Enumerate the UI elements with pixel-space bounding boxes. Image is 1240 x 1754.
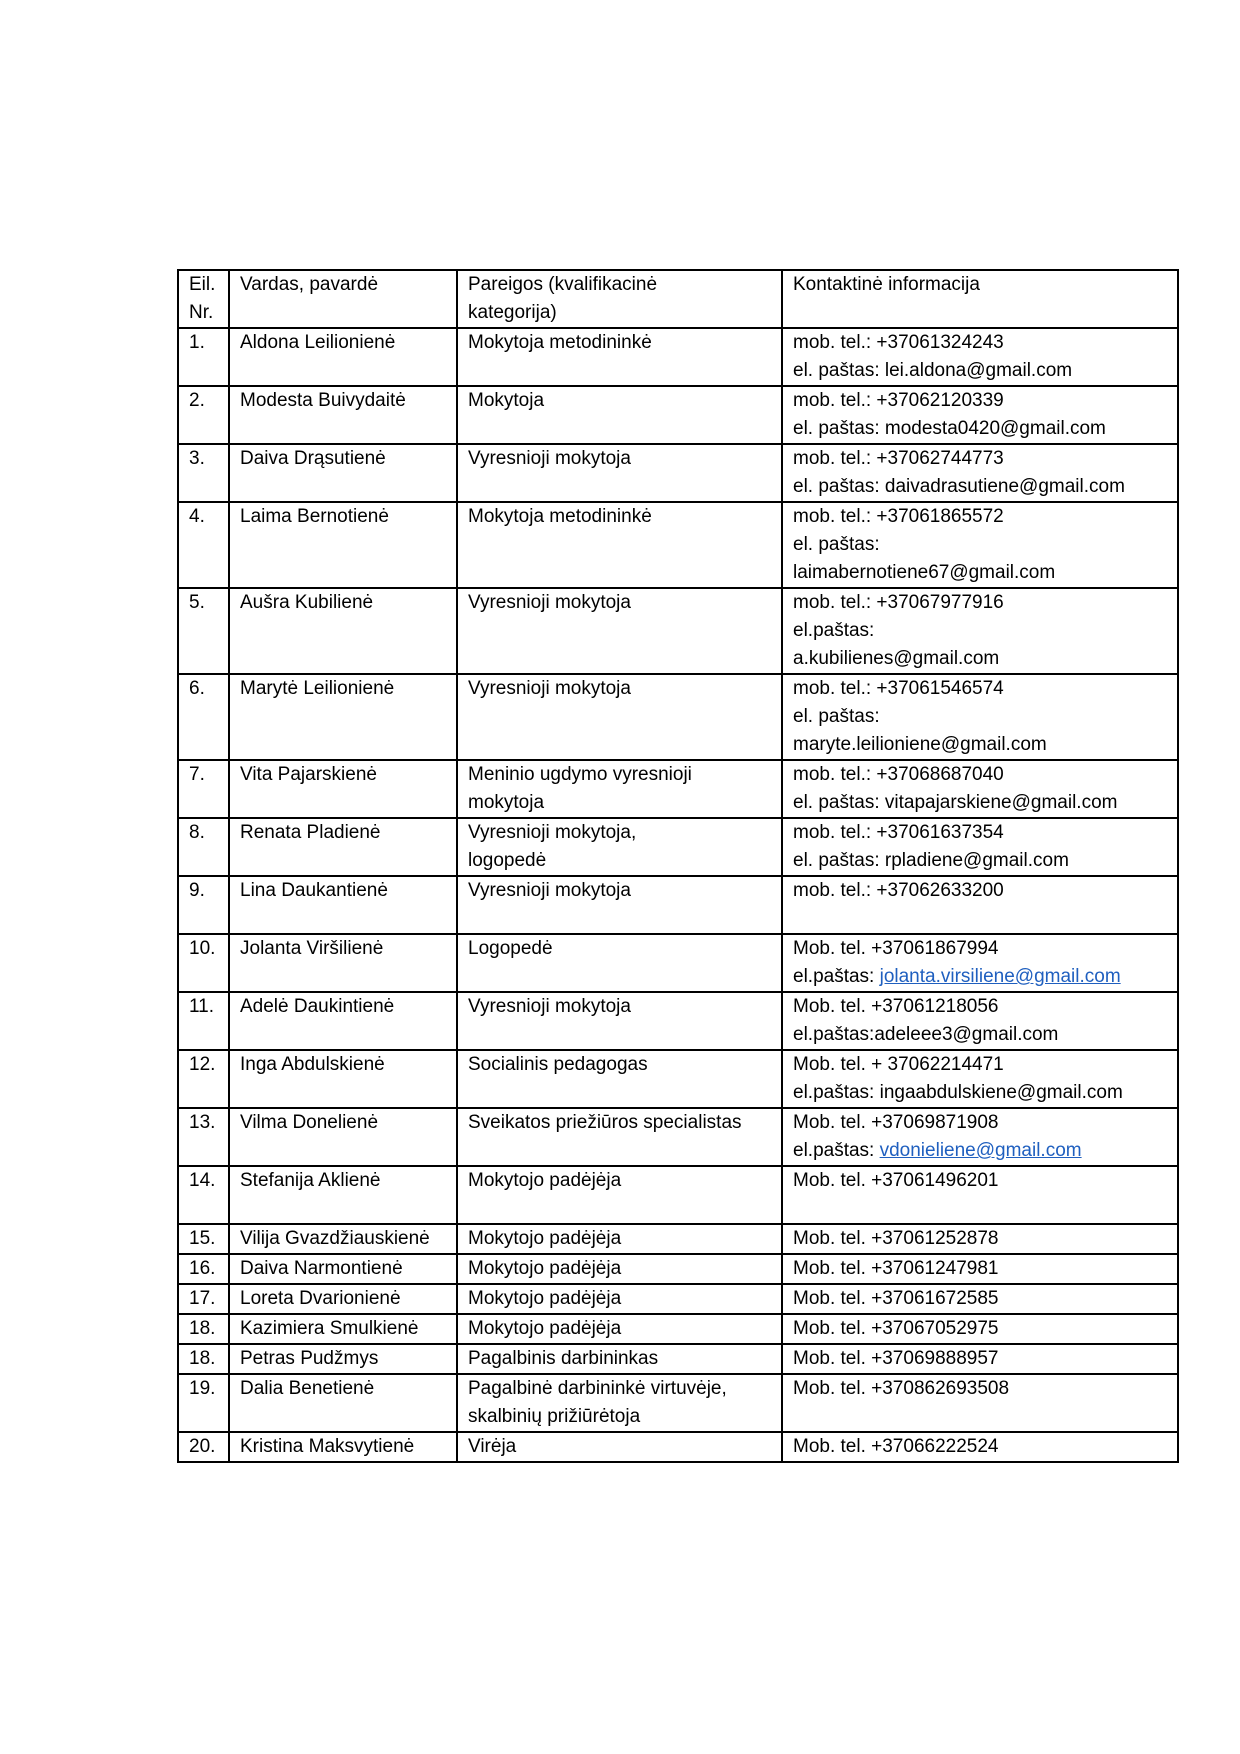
header-contact <box>782 270 1178 328</box>
empty-line <box>240 645 446 673</box>
contact-line: Mob. tel. +37067052975 <box>793 1318 999 1339</box>
empty-line <box>240 1403 446 1431</box>
person-name: Vita Pajarskienė <box>240 764 377 785</box>
cell-contact <box>782 1314 1178 1344</box>
staff-contacts-table <box>177 269 1179 1463</box>
empty-line <box>240 847 446 875</box>
row-number: 9. <box>189 880 205 901</box>
row-number: 18. <box>189 1348 216 1369</box>
cell-contact <box>782 760 1178 818</box>
email-line <box>793 963 1167 991</box>
row-number: 15. <box>189 1228 216 1249</box>
row-number: 6. <box>189 678 205 699</box>
empty-line <box>793 905 1167 933</box>
role-line: Vyresnioji mokytoja <box>468 996 631 1017</box>
person-name: Vilija Gvazdžiauskienė <box>240 1228 430 1249</box>
table-row <box>178 934 1178 992</box>
header-number-line2: Nr. <box>189 302 214 323</box>
row-number: 4. <box>189 506 205 527</box>
row-number: 13. <box>189 1112 216 1133</box>
email-prefix: el.paštas: <box>793 1140 880 1161</box>
person-name: Kristina Maksvytienė <box>240 1436 415 1457</box>
role-line: Vyresnioji mokytoja <box>468 678 631 699</box>
header-number-line1: Eil. <box>189 274 216 295</box>
cell-contact <box>782 1284 1178 1314</box>
contact-line: Mob. tel. +37061867994 <box>793 938 999 959</box>
empty-line <box>468 1079 771 1107</box>
role-line: Mokytoja metodininkė <box>468 506 652 527</box>
empty-line <box>468 645 771 673</box>
row-number: 16. <box>189 1258 216 1279</box>
cell-name <box>229 1254 457 1284</box>
role-line: Pagalbinė darbininkė virtuvėje, <box>468 1378 727 1399</box>
row-number: 1. <box>189 332 205 353</box>
cell-role <box>457 1166 782 1224</box>
person-name: Laima Bernotienė <box>240 506 389 527</box>
cell-contact <box>782 588 1178 674</box>
contact-line: mob. tel.: +37067977916 <box>793 592 1004 613</box>
table-row <box>178 876 1178 934</box>
empty-line <box>189 789 218 817</box>
empty-line <box>189 473 218 501</box>
row-number: 5. <box>189 592 205 613</box>
row-number: 8. <box>189 822 205 843</box>
cell-role <box>457 876 782 934</box>
header-role <box>457 270 782 328</box>
row-number: 14. <box>189 1170 216 1191</box>
empty-line <box>189 1403 218 1431</box>
cell-role <box>457 992 782 1050</box>
contact-line: Mob. tel. +37061218056 <box>793 996 999 1017</box>
cell-contact <box>782 934 1178 992</box>
cell-role <box>457 818 782 876</box>
cell-role <box>457 588 782 674</box>
header-number <box>178 270 229 328</box>
role-line: Mokytojo padėjėja <box>468 1318 622 1339</box>
cell-contact <box>782 444 1178 502</box>
empty-line <box>189 1021 218 1049</box>
header-contact-text: Kontaktinė informacija <box>793 274 980 295</box>
empty-line <box>240 1137 446 1165</box>
role-line: logopedė <box>468 850 547 871</box>
cell-contact <box>782 1166 1178 1224</box>
cell-role <box>457 1108 782 1166</box>
cell-role <box>457 1050 782 1108</box>
cell-number <box>178 1284 229 1314</box>
cell-number <box>178 386 229 444</box>
contact-line: el. paštas: lei.aldona@gmail.com <box>793 360 1073 381</box>
table-row <box>178 502 1178 588</box>
contact-line: mob. tel.: +37061637354 <box>793 822 1004 843</box>
person-name: Dalia Benetienė <box>240 1378 375 1399</box>
empty-line <box>240 357 446 385</box>
table-row <box>178 1284 1178 1314</box>
cell-role <box>457 1284 782 1314</box>
contact-line: el. paštas: vitapajarskiene@gmail.com <box>793 792 1118 813</box>
table-row <box>178 1166 1178 1224</box>
cell-role <box>457 934 782 992</box>
cell-contact <box>782 1050 1178 1108</box>
email-link[interactable]: vdonieliene@gmail.com <box>879 1140 1082 1161</box>
empty-line <box>240 905 446 933</box>
row-number: 19. <box>189 1378 216 1399</box>
cell-name <box>229 444 457 502</box>
empty-line <box>793 1403 1167 1431</box>
empty-line <box>240 531 446 559</box>
empty-line <box>189 1195 218 1223</box>
cell-number <box>178 1224 229 1254</box>
contact-line: mob. tel.: +37062744773 <box>793 448 1004 469</box>
cell-role <box>457 1314 782 1344</box>
empty-line <box>189 1079 218 1107</box>
cell-number <box>178 444 229 502</box>
cell-contact <box>782 992 1178 1050</box>
table-row <box>178 760 1178 818</box>
cell-role <box>457 1432 782 1462</box>
role-line: Pagalbinis darbininkas <box>468 1348 659 1369</box>
person-name: Jolanta Viršilienė <box>240 938 384 959</box>
table-row <box>178 1050 1178 1108</box>
cell-contact <box>782 502 1178 588</box>
cell-number <box>178 934 229 992</box>
cell-role <box>457 760 782 818</box>
cell-name <box>229 328 457 386</box>
table-row <box>178 588 1178 674</box>
cell-number <box>178 1344 229 1374</box>
empty-line <box>468 1195 771 1223</box>
cell-number <box>178 588 229 674</box>
row-number: 12. <box>189 1054 216 1075</box>
role-line: Vyresnioji mokytoja <box>468 880 631 901</box>
cell-name <box>229 588 457 674</box>
role-line: Mokytoja metodininkė <box>468 332 652 353</box>
empty-line <box>240 789 446 817</box>
cell-role <box>457 386 782 444</box>
email-line <box>793 1137 1167 1165</box>
cell-name <box>229 760 457 818</box>
contact-line: el.paštas: <box>793 620 875 641</box>
table-row <box>178 1224 1178 1254</box>
cell-number <box>178 1432 229 1462</box>
table-body <box>178 328 1178 1462</box>
empty-line <box>240 731 446 759</box>
table-row <box>178 386 1178 444</box>
person-name: Vilma Donelienė <box>240 1112 379 1133</box>
cell-contact <box>782 1224 1178 1254</box>
empty-line <box>793 1195 1167 1223</box>
contact-line: Mob. tel. +37069888957 <box>793 1348 999 1369</box>
role-line: Socialinis pedagogas <box>468 1054 648 1075</box>
contact-line: maryte.leilioniene@gmail.com <box>793 734 1047 755</box>
row-number: 10. <box>189 938 216 959</box>
role-line: Vyresnioji mokytoja, <box>468 822 637 843</box>
row-number: 17. <box>189 1288 216 1309</box>
cell-number <box>178 502 229 588</box>
contact-line: mob. tel.: +37062120339 <box>793 390 1004 411</box>
empty-line <box>468 963 771 991</box>
cell-contact <box>782 328 1178 386</box>
role-line: Virėja <box>468 1436 517 1457</box>
empty-line <box>240 1021 446 1049</box>
cell-name <box>229 1374 457 1432</box>
table-row <box>178 674 1178 760</box>
contact-line: el. paštas: daivadrasutiene@gmail.com <box>793 476 1125 497</box>
empty-line <box>189 531 218 559</box>
row-number: 18. <box>189 1318 216 1339</box>
cell-role <box>457 328 782 386</box>
header-role-line1: Pareigos (kvalifikacinė <box>468 274 658 295</box>
table-row <box>178 1374 1178 1432</box>
cell-contact <box>782 386 1178 444</box>
empty-line <box>240 617 446 645</box>
role-line: Meninio ugdymo vyresnioji <box>468 764 692 785</box>
contact-line: el.paštas:adeleee3@gmail.com <box>793 1024 1059 1045</box>
contact-line: Mob. tel. +37069871908 <box>793 1112 999 1133</box>
cell-number <box>178 1314 229 1344</box>
cell-number <box>178 674 229 760</box>
empty-line <box>468 559 771 587</box>
cell-name <box>229 674 457 760</box>
empty-line <box>468 1021 771 1049</box>
table-row <box>178 328 1178 386</box>
empty-line <box>189 905 218 933</box>
cell-number <box>178 1050 229 1108</box>
cell-name <box>229 1432 457 1462</box>
role-line: Sveikatos priežiūros specialistas <box>468 1112 742 1133</box>
cell-name <box>229 818 457 876</box>
cell-name <box>229 992 457 1050</box>
contact-line: mob. tel.: +37062633200 <box>793 880 1004 901</box>
contact-line: Mob. tel. +370862693508 <box>793 1378 1010 1399</box>
role-line: Mokytoja <box>468 390 545 411</box>
header-name <box>229 270 457 328</box>
person-name: Stefanija Aklienė <box>240 1170 381 1191</box>
cell-name <box>229 1108 457 1166</box>
cell-contact <box>782 674 1178 760</box>
role-line: Logopedė <box>468 938 553 959</box>
cell-role <box>457 1254 782 1284</box>
table-header-row <box>178 270 1178 328</box>
cell-role <box>457 444 782 502</box>
row-number: 20. <box>189 1436 216 1457</box>
empty-line <box>189 559 218 587</box>
cell-role <box>457 674 782 760</box>
table-row <box>178 1344 1178 1374</box>
person-name: Marytė Leilionienė <box>240 678 395 699</box>
empty-line <box>468 1137 771 1165</box>
role-line: Vyresnioji mokytoja <box>468 592 631 613</box>
cell-contact <box>782 1374 1178 1432</box>
cell-role <box>457 502 782 588</box>
cell-name <box>229 1166 457 1224</box>
person-name: Kazimiera Smulkienė <box>240 1318 419 1339</box>
empty-line <box>468 703 771 731</box>
contact-line: mob. tel.: +37061324243 <box>793 332 1004 353</box>
empty-line <box>189 847 218 875</box>
contact-line: Mob. tel. +37061247981 <box>793 1258 999 1279</box>
header-role-line2: kategorija) <box>468 302 557 323</box>
row-number: 2. <box>189 390 205 411</box>
empty-line <box>189 357 218 385</box>
cell-contact <box>782 1432 1178 1462</box>
empty-line <box>468 473 771 501</box>
table-row <box>178 1314 1178 1344</box>
row-number: 3. <box>189 448 205 469</box>
person-name: Aušra Kubilienė <box>240 592 374 613</box>
person-name: Lina Daukantienė <box>240 880 388 901</box>
cell-role <box>457 1344 782 1374</box>
cell-number <box>178 1374 229 1432</box>
role-line: Mokytojo padėjėja <box>468 1228 622 1249</box>
contact-line: mob. tel.: +37061546574 <box>793 678 1004 699</box>
table-row <box>178 1254 1178 1284</box>
email-link[interactable]: jolanta.virsiliene@gmail.com <box>879 966 1121 987</box>
cell-name <box>229 876 457 934</box>
contact-line: el. paštas: modesta0420@gmail.com <box>793 418 1106 439</box>
empty-line <box>240 559 446 587</box>
email-prefix: el.paštas: <box>793 966 880 987</box>
empty-line <box>468 617 771 645</box>
cell-contact <box>782 818 1178 876</box>
contact-line: laimabernotiene67@gmail.com <box>793 562 1056 583</box>
cell-name <box>229 1344 457 1374</box>
header-name-text: Vardas, pavardė <box>240 274 379 295</box>
cell-number <box>178 760 229 818</box>
empty-line <box>240 415 446 443</box>
empty-line <box>468 357 771 385</box>
empty-line <box>189 703 218 731</box>
cell-name <box>229 502 457 588</box>
empty-line <box>468 905 771 933</box>
contact-line: el. paštas: rpladiene@gmail.com <box>793 850 1069 871</box>
cell-name <box>229 1284 457 1314</box>
empty-line <box>189 645 218 673</box>
row-number: 7. <box>189 764 205 785</box>
cell-contact <box>782 1108 1178 1166</box>
contact-line: a.kubilienes@gmail.com <box>793 648 1000 669</box>
cell-number <box>178 992 229 1050</box>
cell-name <box>229 1050 457 1108</box>
person-name: Renata Pladienė <box>240 822 381 843</box>
contact-line: el. paštas: <box>793 706 880 727</box>
empty-line <box>468 531 771 559</box>
cell-number <box>178 328 229 386</box>
table-row <box>178 1108 1178 1166</box>
cell-number <box>178 1108 229 1166</box>
cell-contact <box>782 1344 1178 1374</box>
empty-line <box>240 703 446 731</box>
person-name: Inga Abdulskienė <box>240 1054 385 1075</box>
empty-line <box>189 963 218 991</box>
cell-number <box>178 818 229 876</box>
cell-name <box>229 1224 457 1254</box>
person-name: Daiva Drąsutienė <box>240 448 386 469</box>
role-line: Mokytojo padėjėja <box>468 1288 622 1309</box>
empty-line <box>468 415 771 443</box>
role-line: mokytoja <box>468 792 545 813</box>
cell-contact <box>782 1254 1178 1284</box>
contact-line: Mob. tel. + 37062214471 <box>793 1054 1004 1075</box>
cell-name <box>229 1314 457 1344</box>
role-line: skalbinių prižiūrėtoja <box>468 1406 641 1427</box>
contact-line: mob. tel.: +37061865572 <box>793 506 1004 527</box>
empty-line <box>468 731 771 759</box>
contact-line: el. paštas: <box>793 534 880 555</box>
person-name: Petras Pudžmys <box>240 1348 379 1369</box>
empty-line <box>189 415 218 443</box>
contact-line: Mob. tel. +37061496201 <box>793 1170 999 1191</box>
person-name: Adelė Daukintienė <box>240 996 395 1017</box>
role-line: Vyresnioji mokytoja <box>468 448 631 469</box>
cell-name <box>229 934 457 992</box>
cell-number <box>178 1166 229 1224</box>
row-number: 11. <box>189 996 215 1017</box>
empty-line <box>240 963 446 991</box>
empty-line <box>189 1137 218 1165</box>
empty-line <box>240 473 446 501</box>
contact-line: mob. tel.: +37068687040 <box>793 764 1004 785</box>
contact-line: Mob. tel. +37061672585 <box>793 1288 999 1309</box>
contact-line: el.paštas: ingaabdulskiene@gmail.com <box>793 1082 1123 1103</box>
table-row <box>178 444 1178 502</box>
cell-role <box>457 1374 782 1432</box>
cell-number <box>178 876 229 934</box>
empty-line <box>189 617 218 645</box>
table-row <box>178 1432 1178 1462</box>
cell-contact <box>782 876 1178 934</box>
contact-line: Mob. tel. +37061252878 <box>793 1228 999 1249</box>
role-line: Mokytojo padėjėja <box>468 1170 622 1191</box>
empty-line <box>240 1079 446 1107</box>
table-row <box>178 818 1178 876</box>
cell-role <box>457 1224 782 1254</box>
person-name: Daiva Narmontienė <box>240 1258 403 1279</box>
cell-number <box>178 1254 229 1284</box>
person-name: Loreta Dvarionienė <box>240 1288 401 1309</box>
contact-line: Mob. tel. +37066222524 <box>793 1436 999 1457</box>
empty-line <box>189 731 218 759</box>
empty-line <box>240 1195 446 1223</box>
table-row <box>178 992 1178 1050</box>
role-line: Mokytojo padėjėja <box>468 1258 622 1279</box>
cell-name <box>229 386 457 444</box>
person-name: Aldona Leilionienė <box>240 332 396 353</box>
person-name: Modesta Buivydaitė <box>240 390 406 411</box>
